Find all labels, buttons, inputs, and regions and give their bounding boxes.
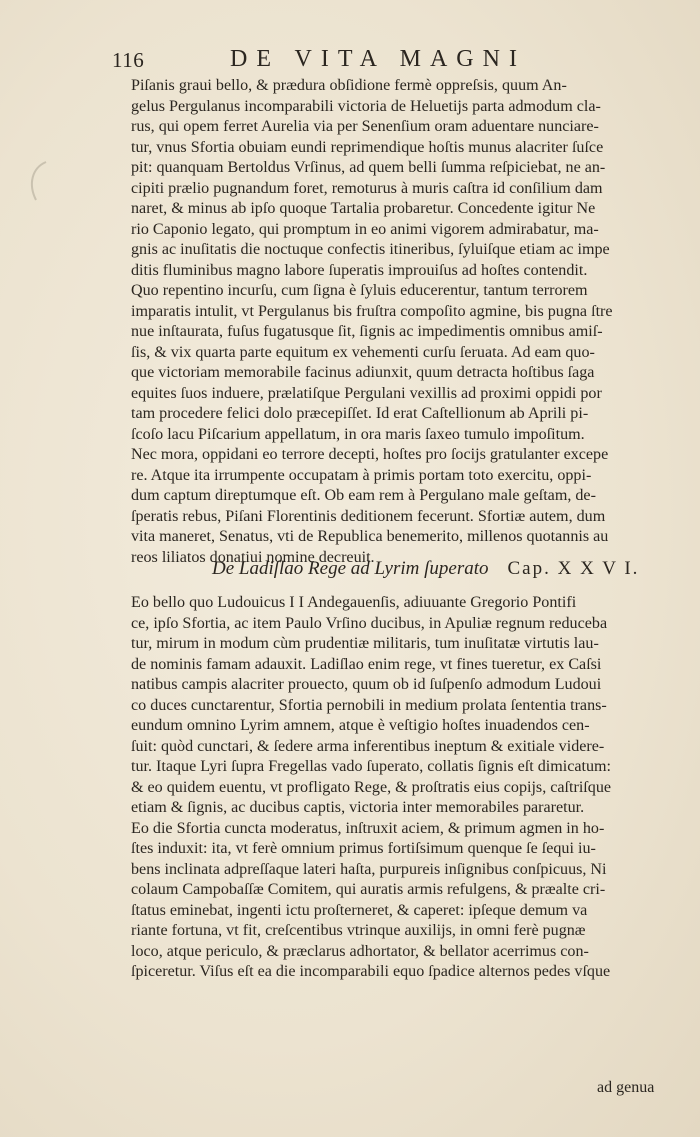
text-line: ſcoſo lacu Piſcarium appellatum, in ora maris ſaxeo tumulo impoſitum. — [131, 425, 585, 443]
text-line: re. Atque ita irrumpente occupatam à primis portam toto exercitu, oppi- — [131, 466, 592, 484]
text-line: eundum omnino Lyrim amnem, atque è veſtigio hoſtes inuadendos cen- — [131, 717, 590, 734]
text-line: gelus Pergulanus incomparabili victoria de Heluetijs parta admodum cla- — [131, 97, 601, 115]
text-line: naret, & minus ab ipſo quoque Tartalia probaretur. Concedente igitur Ne — [131, 200, 596, 217]
page-header — [112, 46, 592, 76]
text-line: Piſanis graui bello, & prædura obſidione fermè oppreſsis, quum An- — [131, 77, 567, 94]
text-line: tam procedere felici dolo præcepiſſet. Id erat Caſtellionum ab Aprili pi- — [131, 405, 589, 422]
chapter-title: De Ladiſlao Rege ad Lyrim ſuperato — [212, 558, 489, 579]
text-line: & eo quidem euentu, vt profligato Rege, & proſtratis eius copijs, caſtriſque — [131, 778, 612, 796]
text-line: reos liliatos donatiui nomine decreuit. — [131, 548, 375, 566]
text-line: rus, qui opem ferret Aurelia via per Senenſium oram aduentare nunciare- — [131, 118, 599, 135]
text-line: ſis, & vix quarta parte equitum ex vehementi curſu ſeruata. Ad eam quo- — [131, 343, 595, 361]
text-block-upper — [131, 76, 665, 568]
text-line: nue inſtaurata, fuſus fugatusque ſit, ſignis ac impedimentis omnibus amiſ- — [131, 323, 603, 340]
text-line: ſtatus eminebat, ingenti ictu proſterneret, & caperet: ipſeque demum va — [131, 901, 588, 919]
text-line: tur, vnus Sfortia obuiam eundi reprimendique hoſtis munus alacriter ſuſce — [131, 138, 604, 156]
text-line: pit: quanquam Bertoldus Vrſinus, ad quem belli ſumma reſpiciebat, ne an- — [131, 159, 606, 176]
text-line: riante fortuna, vt fit, creſcentibus vtrinque auxilijs, in omni ferè pugnæ — [131, 922, 586, 939]
text-line: que victoriam memorabile facinus adiunxit, quum detracta hoſtibus ſaga — [131, 364, 595, 381]
text-line: loco, atque periculo, & præclarus adhortator, & bellator acerrimus con- — [131, 942, 589, 960]
folio-number: 116 — [112, 48, 145, 72]
text-block-lower — [131, 593, 665, 983]
text-line: de nominis famam adauxit. Ladiſlao enim rege, vt fines tueretur, ex Caſsi — [131, 655, 602, 673]
text-line: imparatis intulit, vt Pergulanus bis fruſtra compoſito agmine, bis pugna ſtre — [131, 302, 613, 320]
text-line: vita maneret, Senatus, vti de Republica benemerito, millenos quotannis au — [131, 528, 609, 545]
text-line: co duces cunctarentur, Sfortia pernobili in medium prolata ſententia trans- — [131, 696, 607, 714]
text-line: ſtes induxit: ita, vt ferè omnium primus fortiſsimum quenque ſe ſequi iu- — [131, 840, 596, 857]
text-line: ditis fluminibus magno labore ſuperatis improuiſus ad hoſtes contendit. — [131, 261, 588, 279]
text-line: cipiti prælio pugnandum foret, remoturus à muris caſtra id conſilium dam — [131, 179, 603, 197]
text-line: rio Caponio legato, qui promptum in eo animi vigorem admirabatur, ma- — [131, 220, 599, 238]
text-line: dum captum direptumque eſt. Ob eam rem à Pergulano male geſtam, de- — [131, 487, 596, 504]
text-line: tur, mirum in modum cùm prudentiæ militaris, tum inuſitatæ virtutis lau- — [131, 635, 599, 652]
text-line: ſpiceretur. Viſus eſt ea die incomparabili equo ſpadice alternos pedes vſque — [131, 963, 611, 980]
text-line: gnis ac inuſitatis die noctuque confectis itineribus, ſyluiſque etiam ac impe — [131, 241, 610, 258]
text-line: colaum Campobaſſæ Comitem, qui auratis armis refulgens, & præalte cri- — [131, 881, 606, 898]
text-line: ſuit: quòd cunctari, & ſedere arma inferentibus ineptum & exitiale videre- — [131, 737, 605, 755]
text-line: equites ſuos induere, prælatiſque Pergulani vexillis ad proximi oppidi por — [131, 384, 602, 402]
running-title: DE VITA MAGNI — [230, 46, 526, 72]
chapter-number: Cap. X X V I. — [507, 558, 640, 579]
chapter-heading — [212, 558, 639, 580]
text-line: ſperatis rebus, Piſani Florentinis deditionem fecerunt. Sfortiæ autem, dum — [131, 507, 606, 525]
text-line: etiam & ſignis, ac ducibus captis, victoria inter memorabiles pararetur. — [131, 799, 585, 816]
text-line: Nec mora, oppidani eo terrore decepti, hoſtes pro ſocijs gratulanter excepe — [131, 446, 609, 463]
catchword: ad genua — [597, 1079, 655, 1096]
text-line: ce, ipſo Sfortia, ac item Paulo Vrſino ducibus, in Apuliæ regnum reduceba — [131, 614, 608, 632]
text-line: Eo bello quo Ludouicus I I Andegauenſis, adiuuante Gregorio Pontifi — [131, 594, 577, 611]
text-line: Quo repentino incurſu, cum ſigna è ſyluis educerentur, tantum terrorem — [131, 282, 588, 299]
text-line: natibus campis alacriter prouecto, quum ob id ſuſpenſo admodum Ludoui — [131, 676, 602, 693]
text-line: tur. Itaque Lyri ſupra Fregellas vado ſuperato, collatis ſignis eſt dimicatum: — [131, 758, 612, 775]
text-line: Eo die Sfortia cuncta moderatus, inſtruxit aciem, & primum agmen in ho- — [131, 819, 605, 837]
marginal-ink-mark — [20, 158, 56, 204]
text-line: bens inclinata adpreſſaque lateri haſta, purpureis inſignibus conſpicuus, Ni — [131, 860, 607, 878]
